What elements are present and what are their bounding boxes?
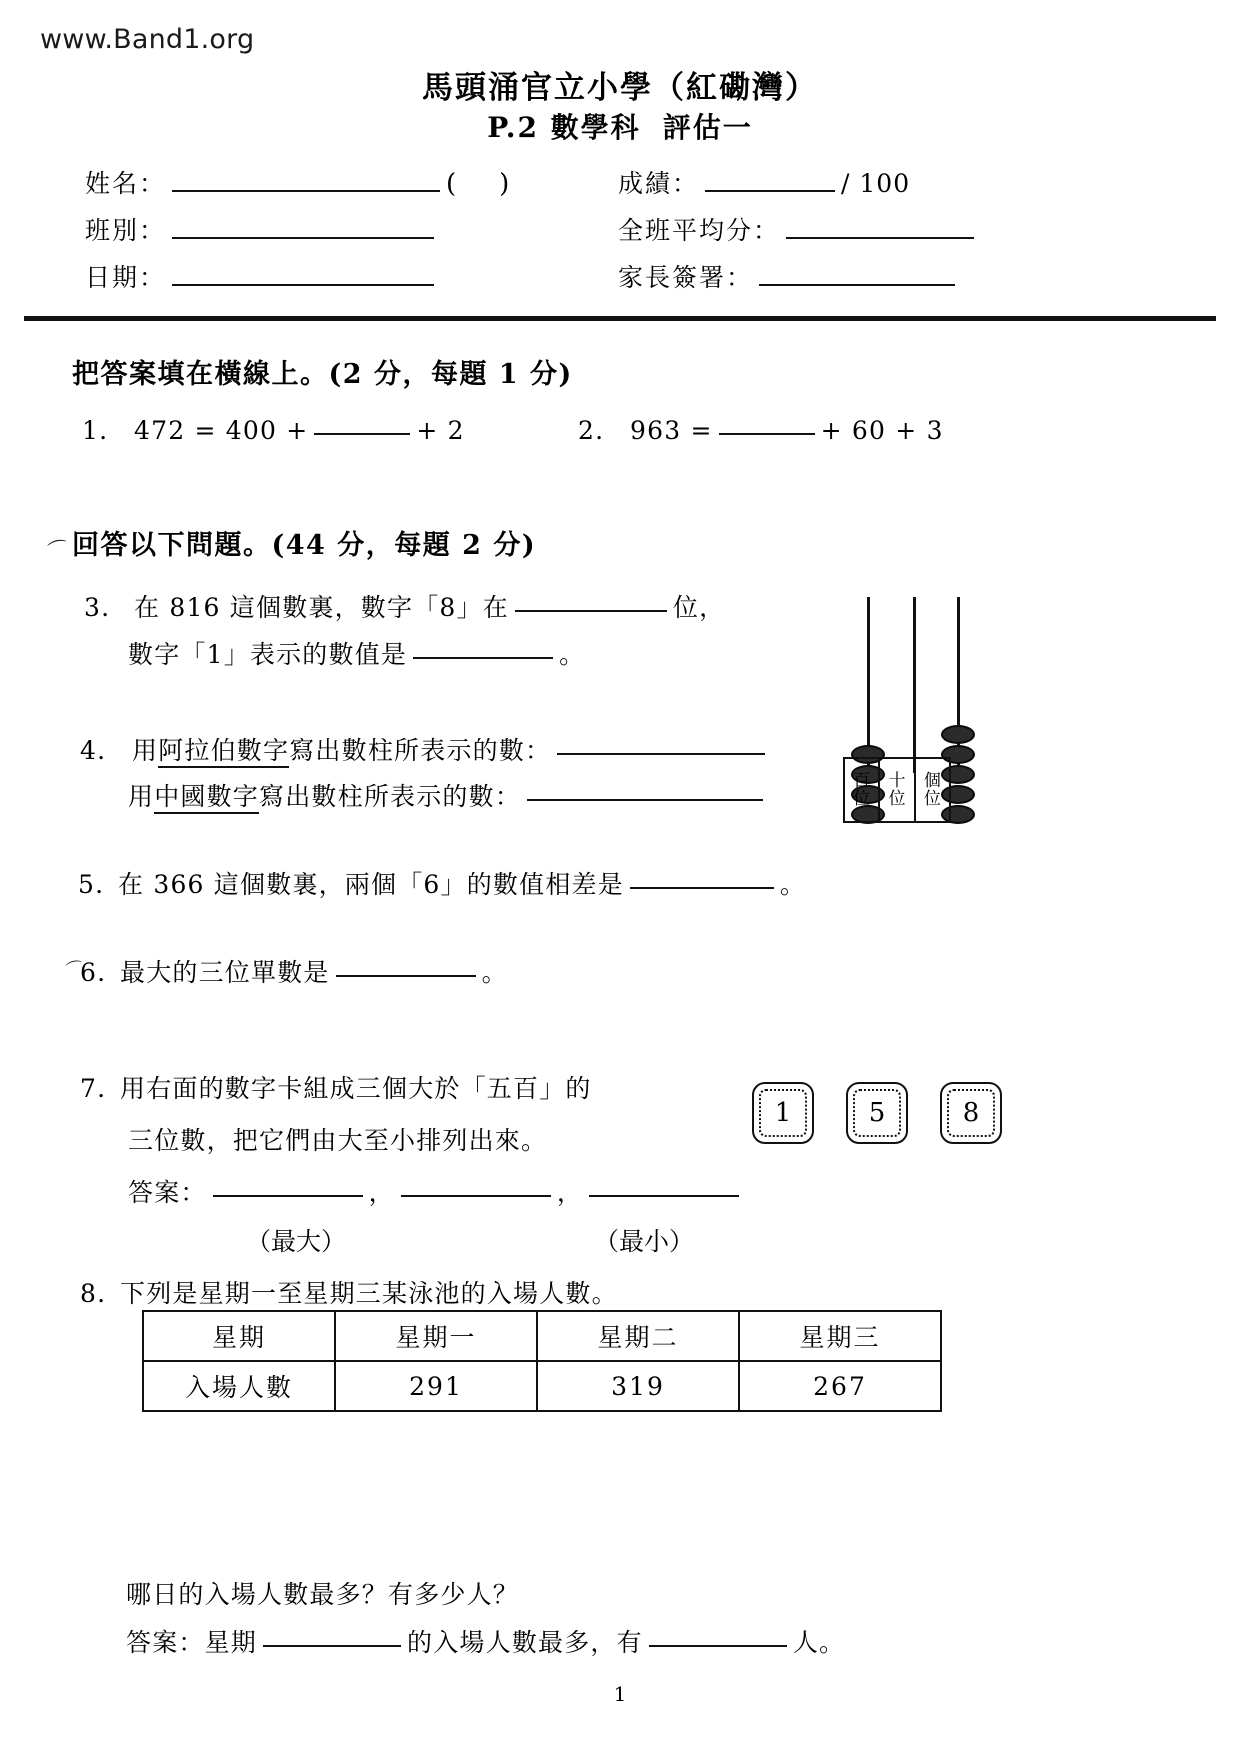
place-label-hundreds-char-1: 百 bbox=[853, 770, 871, 791]
number-card-value: 1 bbox=[759, 1089, 807, 1137]
question-8-number: 8. bbox=[80, 1279, 107, 1308]
question-8-answer-mid: 的入場人數最多，有 bbox=[407, 1628, 643, 1657]
question-4-text-c: 用 bbox=[128, 782, 155, 811]
question-8-answer-post: 人。 bbox=[792, 1628, 846, 1657]
place-label-hundreds-char-2: 位 bbox=[853, 789, 871, 809]
question-6 bbox=[80, 960, 508, 985]
question-7-input-3[interactable] bbox=[589, 1194, 739, 1197]
question-8-prompt: 哪日的入場人數最多？有多少人？ bbox=[126, 1580, 520, 1609]
date-input[interactable] bbox=[172, 283, 434, 286]
question-6-input[interactable] bbox=[336, 974, 476, 977]
question-5-text-a: 在 366 這個數裏，兩個「6」的數值相差是 bbox=[118, 870, 624, 899]
question-7-order-hints bbox=[128, 1222, 694, 1258]
place-label-ones bbox=[916, 759, 949, 821]
table-cell-monday-value: 291 bbox=[335, 1361, 537, 1411]
question-7-answer-label: 答案： bbox=[128, 1178, 207, 1207]
score-input[interactable] bbox=[705, 189, 835, 192]
question-4-input-arabic[interactable] bbox=[557, 752, 765, 755]
question-3-text-b: 位， bbox=[672, 593, 726, 622]
question-7-largest-label: （最大） bbox=[246, 1227, 347, 1256]
paper-level: P.2 數學科 bbox=[487, 110, 641, 144]
place-label-tens-char-2: 位 bbox=[888, 789, 906, 809]
class-input[interactable] bbox=[172, 236, 434, 239]
question-2-pre: 963 = bbox=[630, 416, 713, 445]
question-4-line-1 bbox=[80, 738, 771, 763]
question-5-text-b: 。 bbox=[779, 870, 807, 899]
table-row bbox=[143, 1311, 941, 1361]
abacus-bead bbox=[941, 725, 975, 744]
question-5 bbox=[78, 872, 806, 897]
question-7-separator-2: ， bbox=[556, 1178, 584, 1207]
handwritten-mark-question-6: ⌒ bbox=[64, 958, 86, 982]
class-average-row bbox=[618, 211, 980, 247]
table-cell-tuesday-value: 319 bbox=[537, 1361, 739, 1411]
date-label: 日期： bbox=[85, 263, 167, 292]
question-3-line-2 bbox=[128, 642, 585, 667]
place-label-tens-char-1: 十 bbox=[888, 770, 906, 791]
class-average-label: 全班平均分： bbox=[618, 216, 781, 245]
number-card-value: 5 bbox=[853, 1089, 901, 1137]
question-8-line-1 bbox=[80, 1281, 618, 1306]
number-card[interactable] bbox=[940, 1082, 1002, 1144]
question-3-text-a: 在 816 這個數裏，數字「8」在 bbox=[134, 593, 509, 622]
question-2 bbox=[578, 418, 944, 443]
question-8-answer-pre: 答案：星期 bbox=[126, 1628, 258, 1657]
question-3-text-d: 。 bbox=[559, 640, 586, 669]
question-8-answer-line bbox=[126, 1630, 845, 1655]
question-3-line-1 bbox=[84, 595, 725, 620]
name-input[interactable] bbox=[172, 189, 440, 192]
class-field-row bbox=[85, 211, 440, 247]
question-7-answer-line bbox=[128, 1180, 745, 1205]
question-1-input[interactable] bbox=[314, 432, 410, 435]
place-label-tens bbox=[880, 759, 915, 821]
place-label-ones-char-1: 個 bbox=[923, 770, 941, 791]
table-header-attendance: 入場人數 bbox=[143, 1361, 335, 1411]
question-7-separator-1: ， bbox=[368, 1178, 395, 1207]
question-7-text-2: 三位數，把它們由大至小排列出來。 bbox=[128, 1126, 548, 1155]
question-8-input-count[interactable] bbox=[649, 1644, 787, 1647]
parent-signature-row bbox=[618, 258, 961, 294]
abacus-place-value-table bbox=[843, 757, 951, 823]
student-info-block bbox=[0, 158, 1240, 303]
question-4-text-a: 用 bbox=[132, 736, 159, 765]
score-field-row bbox=[618, 164, 910, 200]
place-label-ones-char-2: 位 bbox=[923, 789, 941, 809]
abacus-rod-tens bbox=[913, 597, 916, 773]
question-1 bbox=[82, 418, 465, 443]
date-field-row bbox=[85, 258, 440, 294]
question-3-input-1[interactable] bbox=[515, 609, 667, 612]
number-card-group bbox=[752, 1082, 1002, 1144]
parent-signature-input[interactable] bbox=[759, 283, 955, 286]
question-6-number: 6. bbox=[80, 958, 107, 987]
question-7-input-2[interactable] bbox=[401, 1194, 551, 1197]
question-1-number: 1. bbox=[82, 416, 109, 445]
attendance-table bbox=[142, 1310, 942, 1412]
question-8-input-day[interactable] bbox=[263, 1644, 401, 1647]
handwritten-mark-section-b: ⌒ bbox=[45, 535, 71, 565]
score-total: / 100 bbox=[841, 169, 911, 198]
question-7-line-1 bbox=[80, 1076, 592, 1101]
table-header-day: 星期 bbox=[143, 1311, 335, 1361]
question-7-input-1[interactable] bbox=[213, 1194, 363, 1197]
table-row bbox=[143, 1361, 941, 1411]
question-2-input[interactable] bbox=[719, 432, 815, 435]
parent-signature-label: 家長簽署： bbox=[618, 263, 754, 292]
header-divider bbox=[24, 316, 1216, 321]
section-b-heading: 回答以下問題。(44 分，每題 2 分) bbox=[72, 530, 537, 561]
class-label: 班別： bbox=[85, 216, 167, 245]
question-6-text-b: 。 bbox=[481, 958, 508, 987]
question-3-input-2[interactable] bbox=[413, 656, 553, 659]
question-5-number: 5. bbox=[78, 870, 105, 899]
table-header-monday: 星期一 bbox=[335, 1311, 537, 1361]
question-5-input[interactable] bbox=[630, 886, 774, 889]
section-a-heading: 把答案填在橫線上。(2 分，每題 1 分) bbox=[72, 359, 573, 390]
question-2-post: + 60 + 3 bbox=[820, 416, 944, 445]
table-header-wednesday: 星期三 bbox=[739, 1311, 941, 1361]
number-card-value: 8 bbox=[947, 1089, 995, 1137]
question-7-smallest-label: （最小） bbox=[594, 1227, 695, 1256]
place-label-hundreds bbox=[845, 759, 880, 821]
question-4-text-d: 寫出數柱所表示的數： bbox=[259, 782, 522, 811]
class-average-input[interactable] bbox=[786, 236, 974, 239]
question-4-line-2 bbox=[128, 784, 769, 809]
score-label: 成績： bbox=[618, 169, 700, 198]
question-3-text-c: 數字「1」表示的數值是 bbox=[128, 640, 408, 669]
question-4-number: 4. bbox=[80, 736, 107, 765]
question-4-emphasis-chinese: 中國數字 bbox=[154, 782, 259, 814]
name-field-row bbox=[85, 164, 510, 200]
question-1-post: + 2 bbox=[416, 416, 465, 445]
name-label: 姓名： bbox=[85, 169, 167, 198]
question-7-line-2 bbox=[128, 1128, 547, 1153]
student-number-paren: ( ) bbox=[446, 169, 511, 199]
question-6-text-a: 最大的三位單數是 bbox=[120, 958, 330, 987]
number-card[interactable] bbox=[752, 1082, 814, 1144]
question-2-number: 2. bbox=[578, 416, 605, 445]
document-title-block bbox=[0, 68, 1240, 147]
question-4-input-chinese[interactable] bbox=[527, 798, 763, 801]
question-4-emphasis-arabic: 阿拉伯數字 bbox=[158, 736, 289, 768]
question-7-text-1: 用右面的數字卡組成三個大於「五百」的 bbox=[120, 1074, 592, 1103]
abacus-rod-hundreds bbox=[867, 597, 870, 765]
table-cell-wednesday-value: 267 bbox=[739, 1361, 941, 1411]
page-number: 1 bbox=[613, 1682, 627, 1706]
table-header-tuesday: 星期二 bbox=[537, 1311, 739, 1361]
site-watermark: www.Band1.org bbox=[40, 24, 255, 55]
number-card[interactable] bbox=[846, 1082, 908, 1144]
question-8-text-1: 下列是星期一至星期三某泳池的入場人數。 bbox=[120, 1279, 618, 1308]
question-3-number: 3. bbox=[84, 593, 111, 622]
question-1-pre: 472 = 400 + bbox=[134, 416, 309, 445]
question-4-text-b: 寫出數柱所表示的數： bbox=[289, 736, 552, 765]
paper-name: 評估一 bbox=[662, 110, 753, 144]
question-7-number: 7. bbox=[80, 1074, 107, 1103]
paper-title bbox=[0, 109, 1240, 147]
school-name: 馬頭涌官立小學（紅磡灣） bbox=[422, 70, 818, 106]
